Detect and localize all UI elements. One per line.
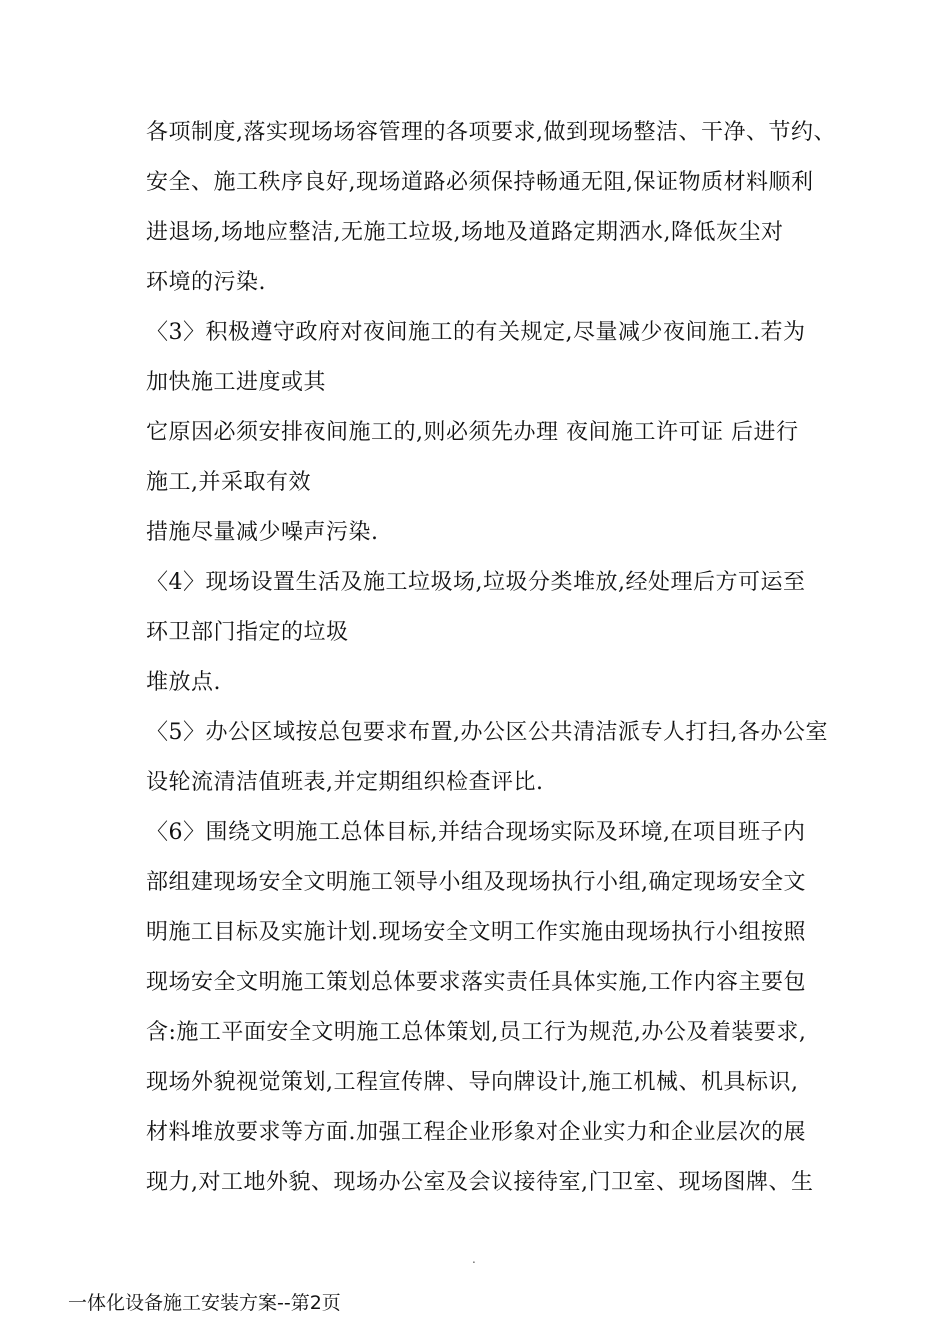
body-line: 环境的污染. xyxy=(146,270,266,295)
body-line: 施工,并采取有效 xyxy=(146,470,311,495)
body-line: 安全、施工秩序良好,现场道路必须保持畅通无阻,保证物质材料顺利 xyxy=(146,170,814,195)
body-line: 部组建现场安全文明施工领导小组及现场执行小组,确定现场安全文 xyxy=(146,870,806,895)
body-line: 堆放点. xyxy=(146,670,221,695)
body-line: 现力,对工地外貌、现场办公室及会议接待室,门卫室、现场图牌、生 xyxy=(146,1170,814,1195)
body-line: 〈4〉现场设置生活及施工垃圾场,垃圾分类堆放,经处理后方可运至 xyxy=(146,570,806,595)
body-line: 环卫部门指定的垃圾 xyxy=(146,620,349,645)
body-line: 〈5〉办公区域按总包要求布置,办公区公共清洁派专人打扫,各办公室 xyxy=(146,720,828,745)
body-line: 明施工目标及实施计划.现场安全文明工作实施由现场执行小组按照 xyxy=(146,920,806,945)
body-line: 现场安全文明施工策划总体要求落实责任具体实施,工作内容主要包 xyxy=(146,970,806,995)
body-line: 设轮流清洁值班表,并定期组织检查评比. xyxy=(146,770,544,795)
page-footer: 一体化设备施工安装方案--第2页 xyxy=(68,1292,341,1314)
body-line: 进退场,场地应整洁,无施工垃圾,场地及道路定期洒水,降低灰尘对 xyxy=(146,220,784,245)
body-line: 措施尽量减少噪声污染. xyxy=(146,520,379,545)
body-line: 各项制度,落实现场场容管理的各项要求,做到现场整洁、干净、节约、 xyxy=(146,120,836,145)
body-line: 它原因必须安排夜间施工的,则必须先办理 夜间施工许可证 后进行 xyxy=(146,420,799,445)
body-line: 材料堆放要求等方面.加强工程企业形象对企业实力和企业层次的展 xyxy=(146,1120,806,1145)
body-line: 加快施工进度或其 xyxy=(146,370,327,395)
body-line: 现场外貌视觉策划,工程宣传牌、导向牌设计,施工机械、机具标识, xyxy=(146,1070,799,1095)
page-center-dot: . xyxy=(472,1252,476,1266)
body-line: 〈6〉围绕文明施工总体目标,并结合现场实际及环境,在项目班子内 xyxy=(146,820,806,845)
body-line: 含:施工平面安全文明施工总体策划,员工行为规范,办公及着装要求, xyxy=(146,1020,807,1045)
body-line: 〈3〉积极遵守政府对夜间施工的有关规定,尽量减少夜间施工.若为 xyxy=(146,320,806,345)
